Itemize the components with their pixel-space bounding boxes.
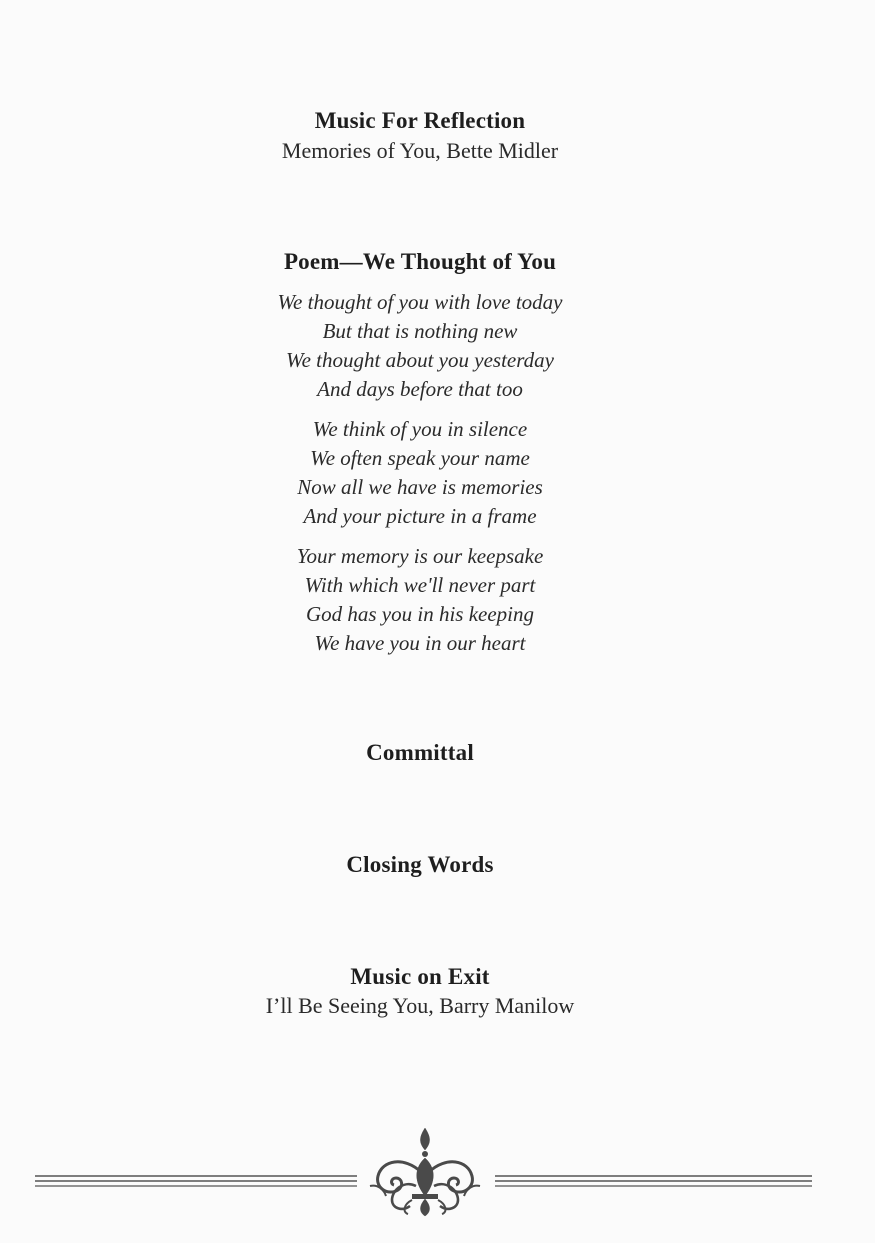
poem-line: We have you in our heart [314, 631, 526, 655]
music-on-exit-song: I’ll Be Seeing You, Barry Manilow [265, 993, 575, 1018]
poem-line: Your memory is our keepsake [296, 544, 544, 568]
music-for-reflection-song: Memories of You, Bette Midler [281, 138, 559, 163]
poem-line: And days before that too [317, 377, 523, 401]
poem-stanza [0, 288, 840, 404]
music-on-exit-heading: Music on Exit [350, 964, 490, 989]
decorative-footer-ornament [0, 1120, 875, 1220]
poem-line: God has you in his keeping [305, 602, 535, 626]
poem-stanza [0, 415, 840, 531]
poem-line: We think of you in silence [312, 417, 528, 441]
poem-line: With which we'll never part [304, 573, 536, 597]
poem-line: We thought of you with love today [277, 290, 563, 314]
poem-line: And your picture in a frame [303, 504, 537, 528]
poem-stanza [0, 542, 840, 658]
poem-line: We thought about you yesterday [286, 348, 554, 372]
fleur-de-lis-flourish-icon [370, 1128, 480, 1216]
poem-line: But that is nothing new [322, 319, 518, 343]
poem-line: Now all we have is memories [297, 475, 543, 499]
poem-line: We often speak your name [310, 446, 530, 470]
committal-heading: Committal [366, 740, 474, 765]
right-rule [495, 1176, 812, 1186]
left-rule [35, 1176, 357, 1186]
poem-body [0, 288, 840, 669]
closing-words-heading: Closing Words [346, 852, 494, 877]
music-for-reflection-heading: Music For Reflection [314, 108, 526, 133]
poem-heading: Poem—We Thought of You [283, 249, 557, 274]
